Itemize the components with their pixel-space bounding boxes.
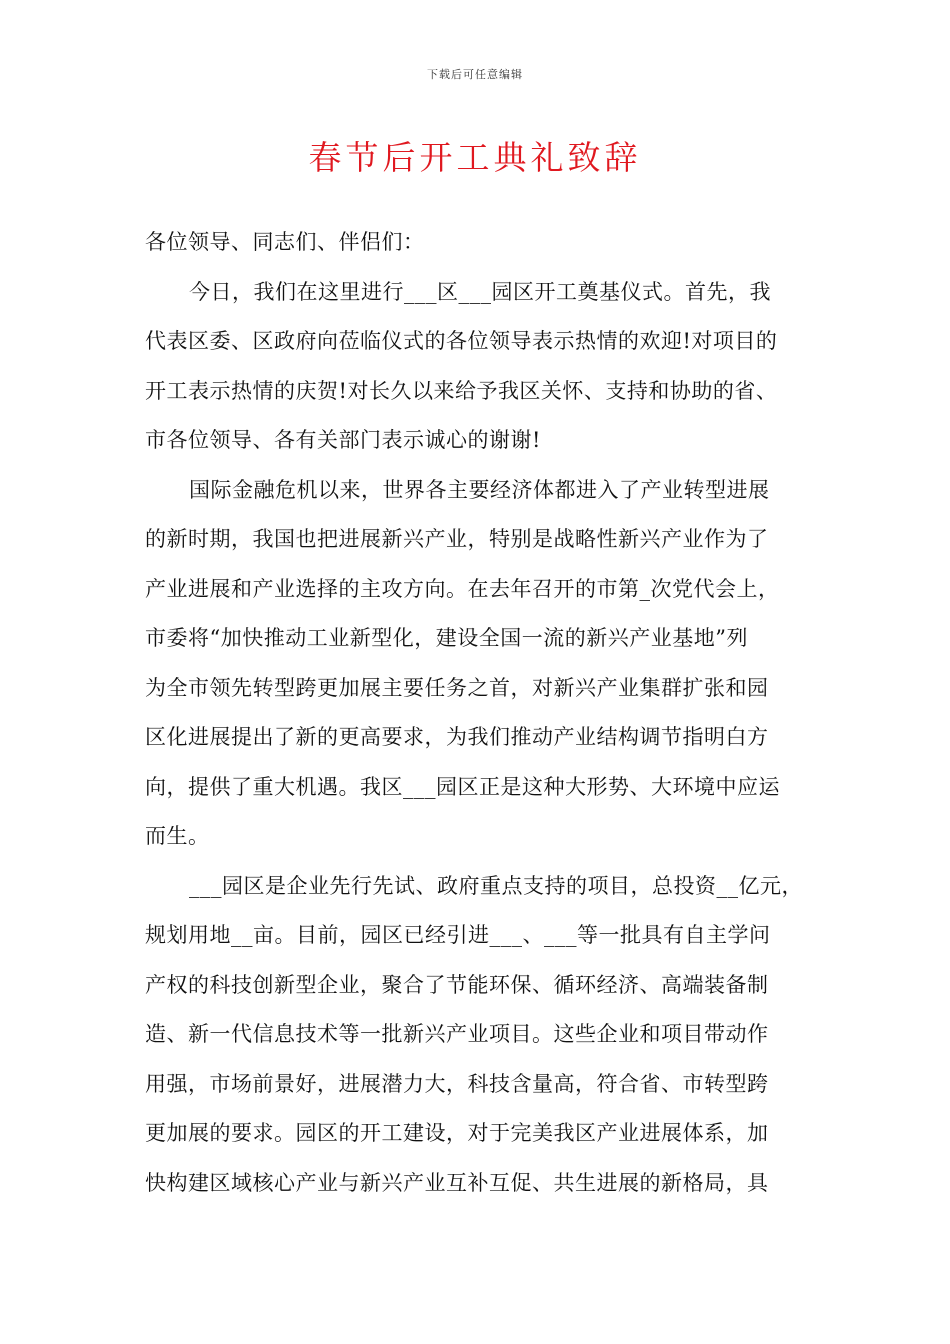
paragraph-line: 市委将“加快推动工业新型化，建设全国一流的新兴产业基地”列 bbox=[145, 626, 748, 650]
paragraph-line: 区化进展提出了新的更高要求，为我们推动产业结构调节指明白方 bbox=[145, 725, 769, 749]
paragraph-line: 而生。 bbox=[145, 824, 210, 848]
document-body bbox=[145, 218, 815, 1208]
paragraph-line: 今日，我们在这里进行___区___园区开工奠基仪式。首先，我 bbox=[189, 279, 771, 304]
paragraph-line: 产业进展和产业选择的主攻方向。在去年召开的市第_次党代会上， bbox=[145, 576, 780, 601]
paragraph-line: 用强，市场前景好，进展潜力大，科技含量高，符合省、市转型跨 bbox=[145, 1071, 769, 1096]
paragraph-line: 向，提供了重大机遇。我区___园区正是这种大形势、大环境中应运 bbox=[145, 774, 780, 799]
paragraph-line: 的新时期，我国也把进展新兴产业，特别是战略性新兴产业作为了 bbox=[145, 527, 769, 551]
paragraph-line: 产权的科技创新型企业，聚合了节能环保、循环经济、高端装备制 bbox=[145, 972, 769, 997]
paragraph-line: 为全市领先转型跨更加展主要任务之首，对新兴产业集群扩张和园 bbox=[145, 675, 769, 700]
paragraph-line: 快构建区域核心产业与新兴产业互补互促、共生进展的新格局，具 bbox=[145, 1170, 769, 1195]
paragraph-line: 代表区委、区政府向莅临仪式的各位领导表示热情的欢迎!对项目的 bbox=[145, 329, 778, 353]
paragraph-line: 开工表示热情的庆贺!对长久以来给予我区关怀、支持和协助的省、 bbox=[145, 378, 778, 403]
salutation-line: 各位领导、同志们、伴侣们： bbox=[145, 230, 425, 254]
page-header-note: 下载后可任意编辑 bbox=[427, 68, 523, 81]
document-title: 春节后开工典礼致辞 bbox=[308, 138, 642, 177]
paragraph-line: 规划用地__亩。目前，园区已经引进___、___等一批具有自主学问 bbox=[145, 923, 771, 947]
paragraph-line: ___园区是企业先行先试、政府重点支持的项目，总投资__亿元， bbox=[189, 873, 803, 898]
paragraph-line: 市各位领导、各有关部门表示诚心的谢谢! bbox=[145, 428, 541, 452]
paragraph-line: 更加展的要求。园区的开工建设，对于完美我区产业进展体系，加 bbox=[145, 1121, 769, 1145]
paragraph-line: 国际金融危机以来，世界各主要经济体都进入了产业转型进展 bbox=[189, 477, 770, 502]
paragraph-line: 造、新一代信息技术等一批新兴产业项目。这些企业和项目带动作 bbox=[145, 1022, 769, 1046]
